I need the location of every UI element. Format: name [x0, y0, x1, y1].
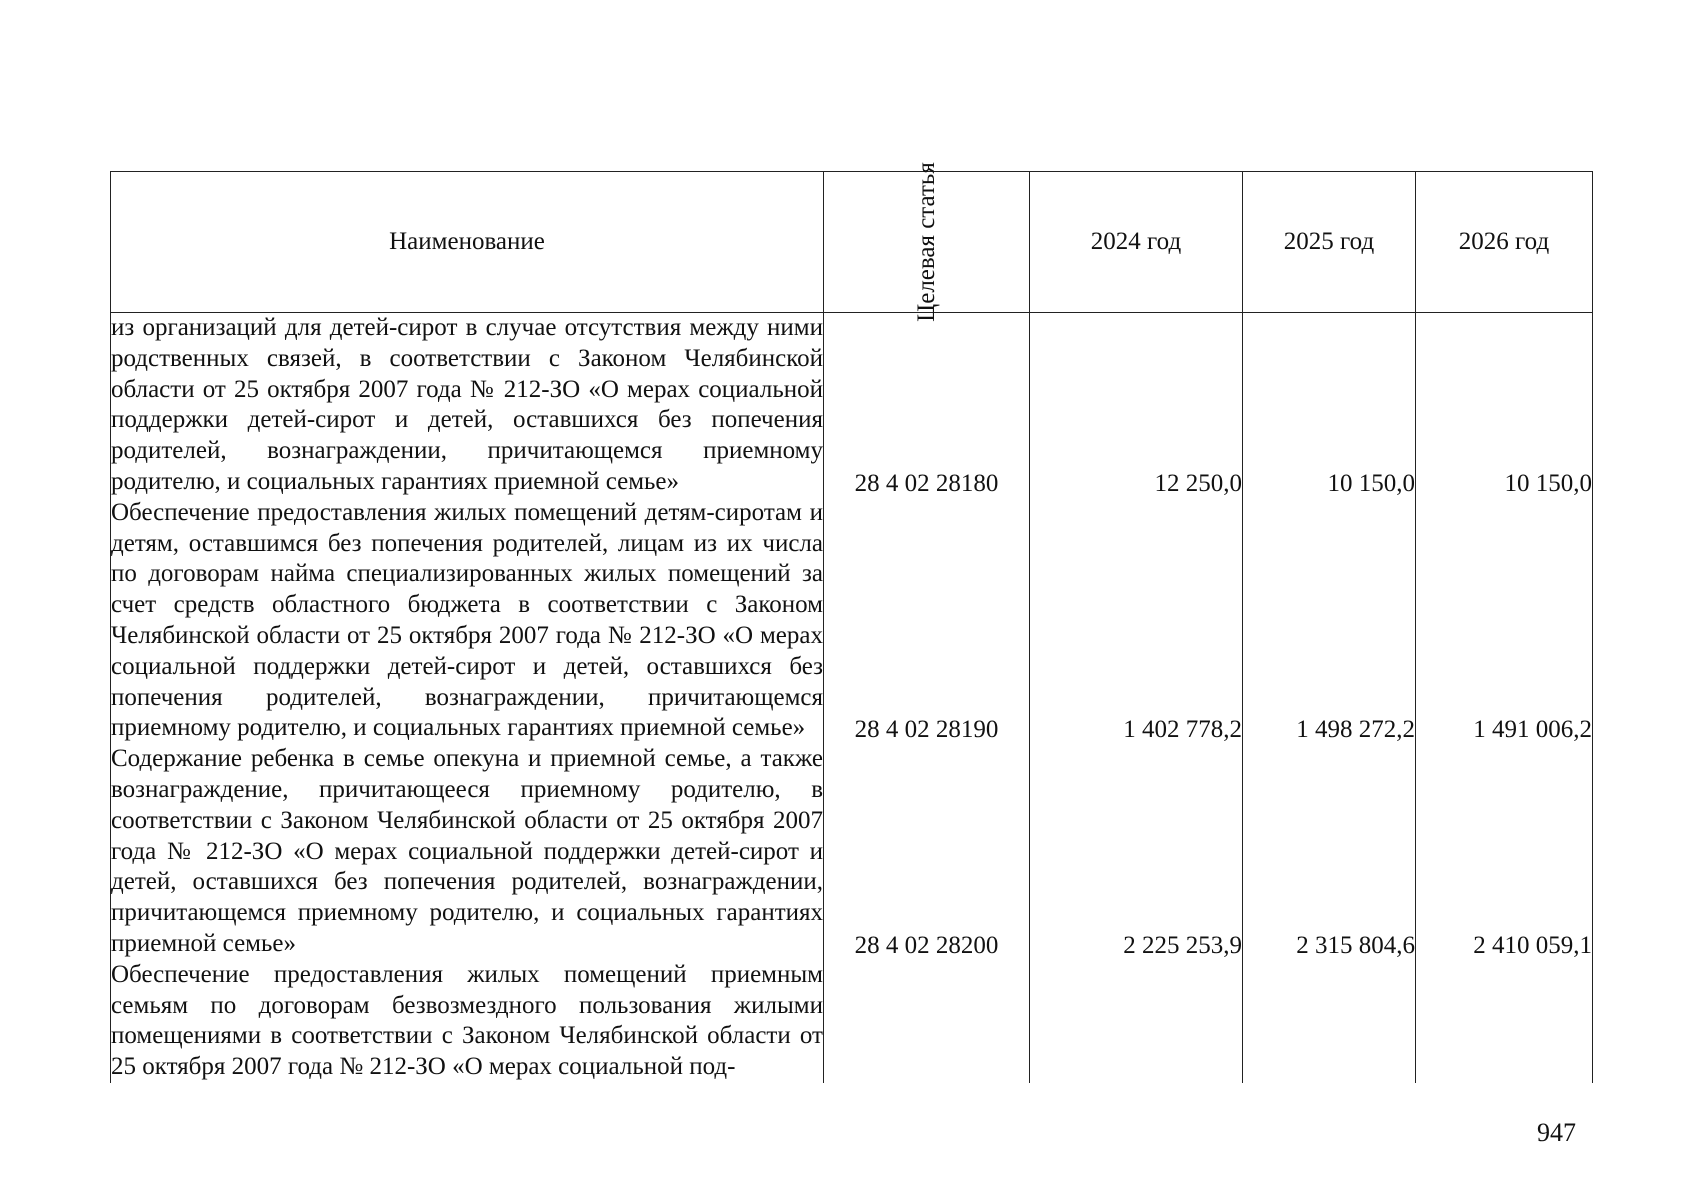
row-2026: [1416, 960, 1593, 1083]
header-2025: 2025 год: [1243, 172, 1416, 313]
row-code: 28 4 02 28190: [824, 498, 1030, 744]
row-2024: 1 402 778,2: [1030, 498, 1243, 744]
header-target: [824, 162, 1030, 322]
row-name: Содержание ребенка в семье опекуна и приемной семье, а также вознаграждение, причитающееся приемному родителю, в соответствии с Законом Челябинской области от 25 октября 2007 года № 212-ЗО «О мерах социальной поддержки детей-сирот и детей, оставшихся без попечения родителей, вознаграждении, причитающемся приемному родителю, и социальных гарантиях приемной семье»: [111, 744, 824, 960]
page-number: 947: [1537, 1118, 1576, 1147]
row-2024: [1030, 960, 1243, 1083]
row-name: Обеспечение предоставления жилых помещений приемным семьям по договорам безвозмездного пользования жилыми помещениями в соответствии с Законом Челябинской области от 25 октября 2007 года № 212-ЗО «О мерах социальной под-: [111, 960, 824, 1083]
row-2025: 10 150,0: [1243, 313, 1416, 498]
table-row: [111, 744, 1593, 960]
row-2024: 2 225 253,9: [1030, 744, 1243, 960]
header-name: Наименование: [111, 172, 824, 313]
row-code: 28 4 02 28200: [824, 744, 1030, 960]
row-code: 28 4 02 28180: [824, 313, 1030, 498]
row-2026: 1 491 006,2: [1416, 498, 1593, 744]
row-name: Обеспечение предоставления жилых помещений детям-сиротам и детям, оставшимся без попечения родителей, лицам из их числа по договорам найма специализированных жилых помещений за счет средств областного бюджета в соответствии с Законом Челябинской области от 25 октября 2007 года № 212-ЗО «О мерах социальной поддержки детей-сирот и детей, оставшихся без попечения родителей, вознаграждении, причитающемся приемному родителю, и социальных гарантиях приемной семье»: [111, 498, 824, 744]
row-2026: 10 150,0: [1416, 313, 1593, 498]
row-2025: 1 498 272,2: [1243, 498, 1416, 744]
table-header-row: [111, 172, 1593, 313]
row-2024: 12 250,0: [1030, 313, 1243, 498]
row-code: [824, 960, 1030, 1083]
header-target-label: Целевая статья: [912, 162, 940, 322]
row-name: из организаций для детей-сирот в случае отсутствия между ними родственных связей, в соответствии с Законом Челябинской области от 25 октября 2007 года № 212-ЗО «О мерах социальной поддержки детей-сирот и детей, оставшихся без попечения родителей, вознаграждении, причитающемся приемному родителю, и социальных гарантиях приемной семье»: [111, 313, 824, 498]
row-2026: 2 410 059,1: [1416, 744, 1593, 960]
table-row: [111, 960, 1593, 1083]
budget-table: [110, 162, 1593, 1083]
header-2026: 2026 год: [1416, 172, 1593, 313]
table-row: [111, 498, 1593, 744]
row-2025: [1243, 960, 1416, 1083]
table-row: [111, 313, 1593, 498]
header-2024: 2024 год: [1030, 172, 1243, 313]
row-2025: 2 315 804,6: [1243, 744, 1416, 960]
